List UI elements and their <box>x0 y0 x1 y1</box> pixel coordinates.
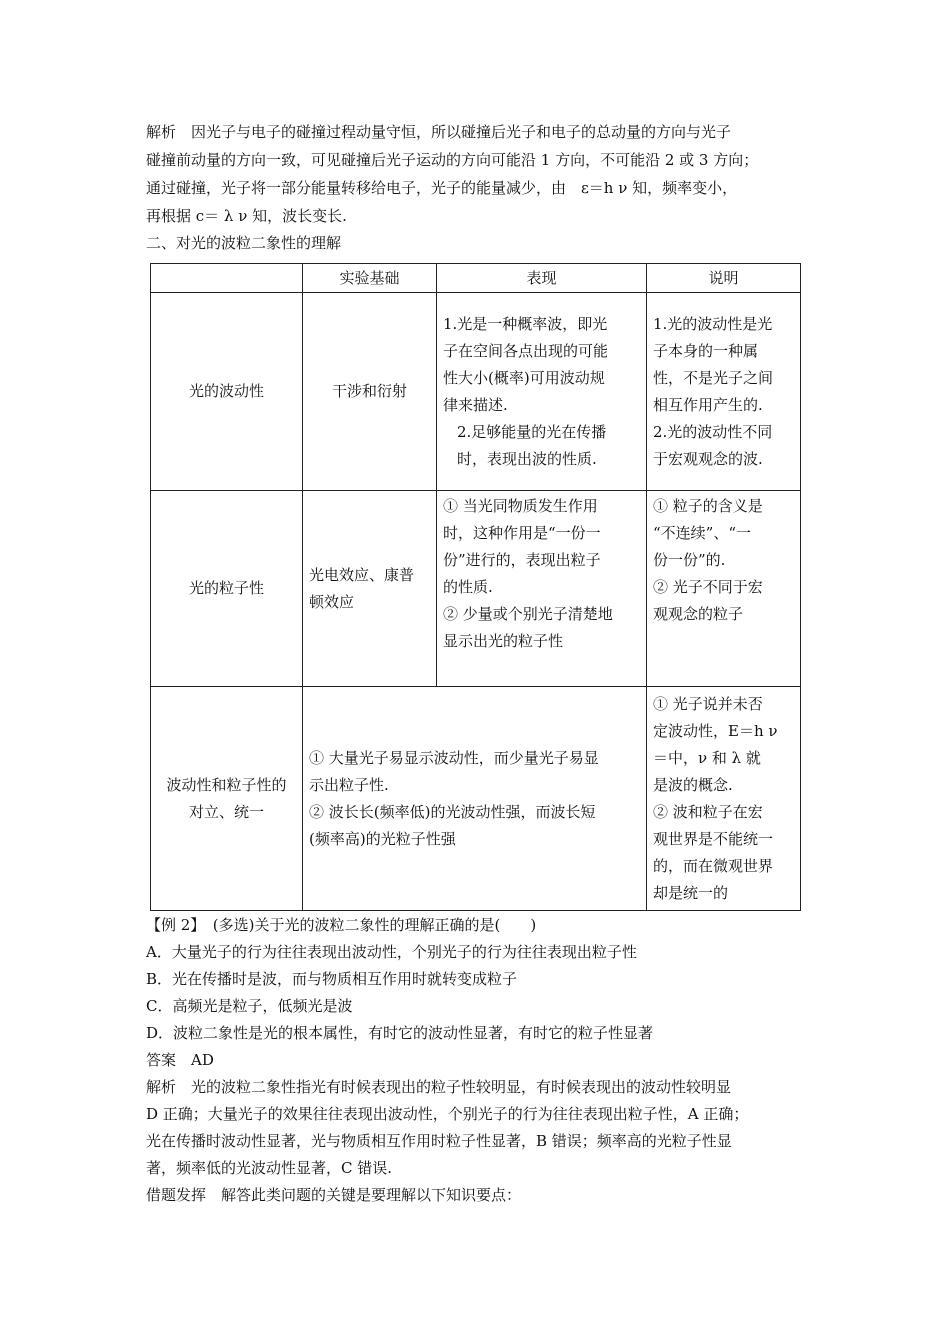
text-line: 示出粒子性. <box>309 775 389 794</box>
row-merged-description <box>303 687 647 911</box>
header-basis: 实验基础 <box>303 264 437 293</box>
text-line: ② 光子不同于宏 <box>653 578 763 596</box>
text-line: 份一份”的. <box>653 551 726 569</box>
text-line: 律来描述. <box>443 395 508 414</box>
text-line: 份”进行的，表现出粒子 <box>443 551 601 569</box>
analysis-line: 解析 光的波粒二象性指光有时候表现出的粒子性较明显，有时候表现出的波动性较明显 <box>146 1078 732 1096</box>
text-line: ① 当光同物质发生作用 <box>443 497 598 515</box>
table-header-row <box>151 264 801 293</box>
text-line: 显示出光的粒子性 <box>443 632 564 650</box>
section-heading: 二、对光的波粒二象性的理解 <box>146 234 342 252</box>
text-line: “不连续”、“一 <box>653 524 752 542</box>
table-row <box>151 687 801 911</box>
text-line: (频率高)的光粒子性强 <box>309 829 456 848</box>
text-line: 是波的概念. <box>653 775 733 794</box>
analysis-line: 通过碰撞，光子将一部分能量转移给电子，光子的能量减少，由 ε＝h ν 知，频率变小， <box>146 179 738 197</box>
text-line: 光电效应、康普 <box>309 565 415 584</box>
option-c: C．高频光是粒子，低频光是波 <box>146 997 353 1015</box>
analysis-line: 著，频率低的光波动性显著，C 错误. <box>146 1159 393 1177</box>
text-line: 的，而在微观世界 <box>653 856 774 875</box>
row-label <box>151 687 303 911</box>
option-b: B．光在传播时是波，而与物质相互作用时就转变成粒子 <box>146 970 518 988</box>
text-line: 观世界是不能统一 <box>653 829 774 848</box>
analysis-paragraph-1 <box>146 118 816 230</box>
text-line: 时，表现出波的性质. <box>457 449 597 468</box>
answer: 答案 AD <box>146 1051 214 1069</box>
row-basis: 干涉和衍射 <box>303 293 437 491</box>
text-line: ② 波长长(频率低)的光波动性强，而波长短 <box>309 802 596 821</box>
row-performance <box>437 491 647 687</box>
header-empty <box>151 264 303 293</box>
text-line: 1.光的波动性是光 <box>653 314 773 333</box>
table-row <box>151 491 801 687</box>
text-line: 性，不是光子之间 <box>653 368 774 387</box>
example-question: 【例 2】 (多选)关于光的波粒二象性的理解正确的是( ) <box>146 916 537 934</box>
row-label: 光的粒子性 <box>151 491 303 687</box>
option-a: A．大量光子的行为往往表现出波动性，个别光子的行为往往表现出粒子性 <box>146 943 637 961</box>
text-line: 却是统一的 <box>653 883 729 902</box>
header-performance: 表现 <box>437 264 647 293</box>
text-line: 性大小(概率)可用波动规 <box>443 368 605 387</box>
text-line: ② 少量或个别光子清楚地 <box>443 605 613 623</box>
text-line: 1.光是一种概率波，即光 <box>443 314 608 333</box>
text-line: 子在空间各点出现的可能 <box>443 341 609 360</box>
analysis-line: 光在传播时波动性显著，光与物质相互作用时粒子性显著，B 错误；频率高的光粒子性显 <box>146 1132 732 1150</box>
text-line: 2.足够能量的光在传播 <box>457 422 607 441</box>
table-row <box>151 293 801 491</box>
row-note <box>647 293 801 491</box>
text-line: ① 粒子的含义是 <box>653 497 763 515</box>
text-line: ＝中，ν 和 λ 就 <box>653 748 761 767</box>
text-line: 的性质. <box>443 578 493 596</box>
text-line: 观观念的粒子 <box>653 605 744 623</box>
analysis-line: 碰撞前动量的方向一致，可见碰撞后光子运动的方向可能沿 1 方向，不可能沿 2 或 3 方向； <box>146 151 759 169</box>
text-line: 于宏观观念的波. <box>653 449 763 468</box>
analysis-line: 解析 因光子与电子的碰撞过程动量守恒，所以碰撞后光子和电子的总动量的方向与光子 <box>146 123 732 141</box>
row-basis <box>303 491 437 687</box>
option-d: D．波粒二象性是光的根本属性，有时它的波动性显著，有时它的粒子性显著 <box>146 1024 654 1042</box>
example-section <box>146 912 826 1209</box>
text-line: ① 光子说并未否 <box>653 694 763 713</box>
row-performance <box>437 293 647 491</box>
analysis-line: D 正确；大量光子的效果往往表现出波动性，个别光子的行为往往表现出粒子性，A 正确； <box>146 1105 749 1123</box>
text-line: 定波动性，E＝h ν <box>653 721 778 740</box>
text-line: 相互作用产生的. <box>653 395 763 414</box>
tip-line: 借题发挥 解答此类问题的关键是要理解以下知识要点： <box>146 1186 522 1204</box>
wave-particle-table <box>150 263 801 911</box>
row-note <box>647 687 801 911</box>
header-note: 说明 <box>647 264 801 293</box>
text-line: 时，这种作用是“一份一 <box>443 524 601 542</box>
text-line: ② 波和粒子在宏 <box>653 802 763 821</box>
text-line: 顿效应 <box>309 592 355 611</box>
row-label: 光的波动性 <box>151 293 303 491</box>
text-line: 波动性和粒子性的 <box>166 775 287 794</box>
analysis-line: 再根据 c＝ λ ν 知，波长变长. <box>146 207 347 225</box>
row-note <box>647 491 801 687</box>
text-line: 对立、统一 <box>188 802 264 821</box>
text-line: 2.光的波动性不同 <box>653 422 773 441</box>
text-line: 子本身的一种属 <box>653 341 759 360</box>
text-line: ① 大量光子易显示波动性，而少量光子易显 <box>309 748 599 767</box>
